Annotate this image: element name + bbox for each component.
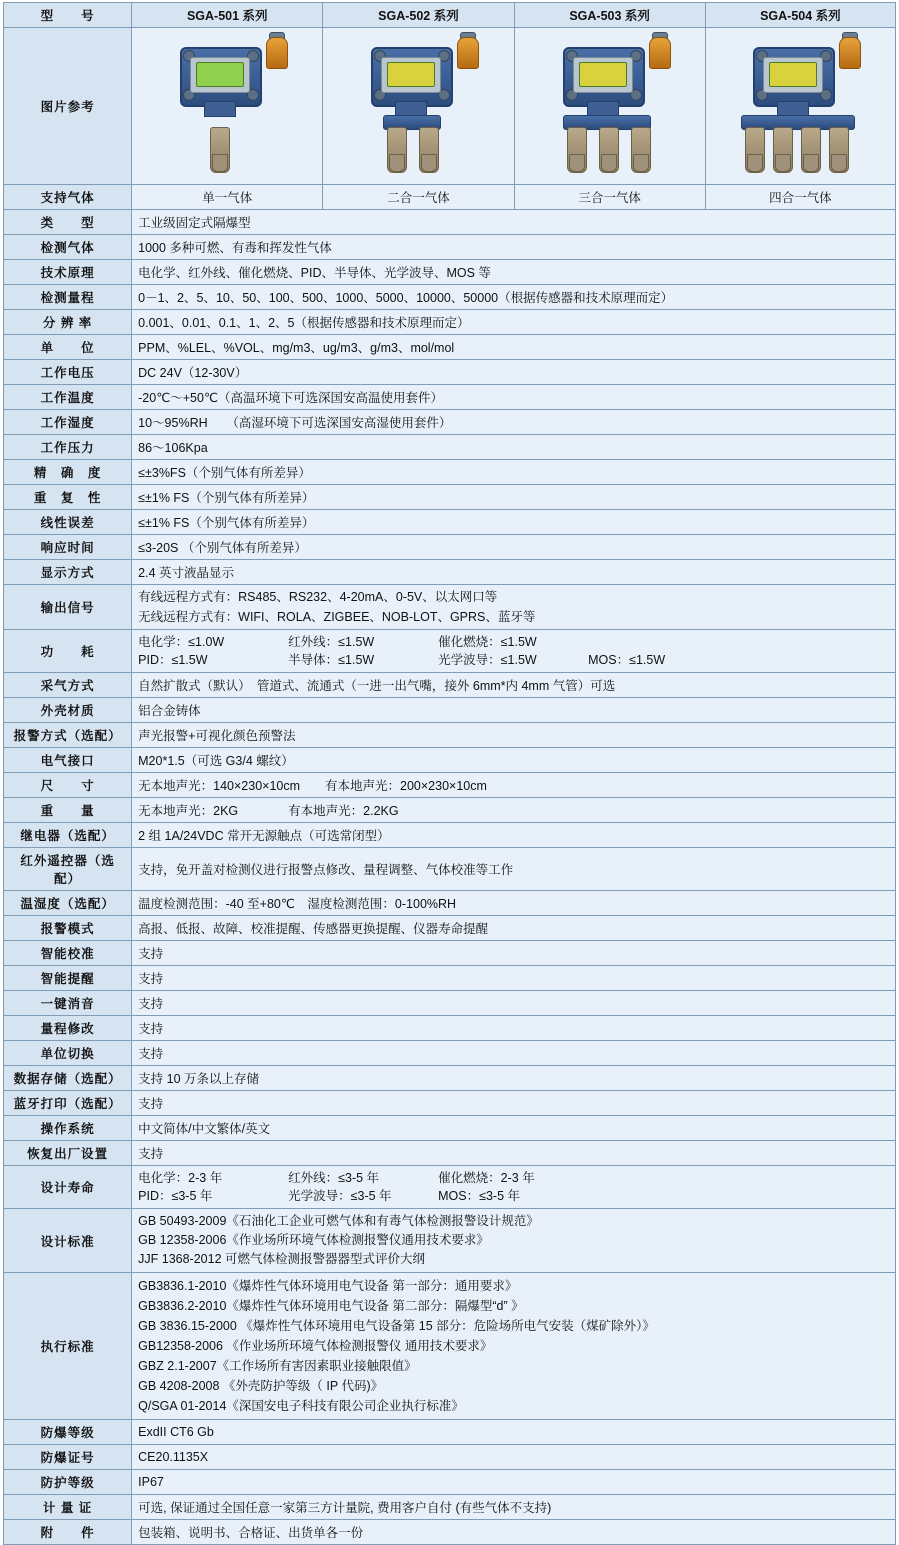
table-row-life [4, 1166, 896, 1209]
row-label-design-std: 设计标准 [4, 1209, 132, 1273]
product-image-501 [132, 28, 323, 185]
life-item: 催化燃烧：2-3 年 [438, 1171, 535, 1185]
row-label: 精 确 度 [4, 460, 132, 485]
row-label: 一键消音 [4, 991, 132, 1016]
row-label: 防爆证号 [4, 1445, 132, 1470]
table-row [4, 723, 896, 748]
life-item: 电化学：2-3 年 [138, 1171, 223, 1185]
table-row [4, 991, 896, 1016]
power-item: 半导体：≤1.5W [288, 653, 375, 667]
exec-std-line: GB3836.2-2010《爆炸性气体环境用电气设备 第二部分：隔爆型“d” 》 [138, 1299, 524, 1313]
table-row [4, 848, 896, 891]
row-label: 防爆等级 [4, 1420, 132, 1445]
row-label: 操作系统 [4, 1116, 132, 1141]
table-row [4, 535, 896, 560]
row-value: 自然扩散式（默认） 管道式、流通式（一进一出气嘴，接外 6mm*内 4mm 气管）可选 [132, 673, 896, 698]
gas-501: 单一气体 [132, 185, 323, 210]
row-value: 2 组 1A/24VDC 常开无源触点（可选常闭型） [132, 823, 896, 848]
row-value-power [132, 630, 896, 673]
row-value: 2.4 英寸液晶显示 [132, 560, 896, 585]
table-row [4, 1041, 896, 1066]
row-label: 尺 寸 [4, 773, 132, 798]
row-label: 蓝牙打印（选配） [4, 1091, 132, 1116]
row-value: 支持 [132, 991, 896, 1016]
power-item: PID：≤1.5W [138, 653, 208, 667]
row-value-exec-std [132, 1273, 896, 1420]
gas-502: 二合一气体 [323, 185, 514, 210]
table-row [4, 941, 896, 966]
row-label: 工作温度 [4, 385, 132, 410]
table-row [4, 891, 896, 916]
table-row [4, 1016, 896, 1041]
table-row [4, 260, 896, 285]
row-label: 智能校准 [4, 941, 132, 966]
output-wired: 有线远程方式有：RS485、RS232、4-20mA、0-5V、以太网口等 [138, 590, 498, 604]
row-value-design-std [132, 1209, 896, 1273]
row-value: CE20.1135X [132, 1445, 896, 1470]
row-label: 单位切换 [4, 1041, 132, 1066]
row-value: 支持 [132, 1091, 896, 1116]
row-value: 支持 [132, 941, 896, 966]
design-std-line: GB 12358-2006《作业场所环境气体检测报警仪通用技术要求》 [138, 1233, 489, 1247]
row-value: 工业级固定式隔爆型 [132, 210, 896, 235]
row-value: 无本地声光：2KG 有本地声光：2.2KG [132, 798, 896, 823]
table-row [4, 1141, 896, 1166]
row-label-exec-std: 执行标准 [4, 1273, 132, 1420]
row-value: 声光报警+可视化颜色预警法 [132, 723, 896, 748]
power-line-2 [138, 651, 889, 669]
row-label-output: 输出信号 [4, 585, 132, 630]
row-label: 线性误差 [4, 510, 132, 535]
device-illustration-1 [152, 31, 302, 181]
table-row [4, 673, 896, 698]
model-502: SGA-502 系列 [323, 3, 514, 28]
row-value: 10～95%RH （高湿环境下可选深国安高湿使用套件） [132, 410, 896, 435]
exec-std-line: GB 3836.15-2000 《爆炸性气体环境用电气设备第 15 部分：危险场所电气安装（煤矿除外）》 [138, 1319, 655, 1333]
life-line-1 [138, 1169, 889, 1187]
table-row [4, 823, 896, 848]
row-value: IP67 [132, 1470, 896, 1495]
row-label: 继电器（选配） [4, 823, 132, 848]
row-value: ≤±1% FS（个别气体有所差异） [132, 485, 896, 510]
row-label: 红外遥控器（选配） [4, 848, 132, 891]
table-row [4, 773, 896, 798]
row-label-power: 功 耗 [4, 630, 132, 673]
table-row-model [4, 3, 896, 28]
life-item: PID：≤3-5 年 [138, 1189, 213, 1203]
life-item: 光学波导：≤3-5 年 [288, 1189, 392, 1203]
power-item: 电化学：≤1.0W [138, 635, 225, 649]
life-item: MOS：≤3-5 年 [438, 1189, 521, 1203]
gas-504: 四合一气体 [705, 185, 895, 210]
product-image-503 [514, 28, 705, 185]
row-label: 显示方式 [4, 560, 132, 585]
row-label: 电气接口 [4, 748, 132, 773]
row-label: 智能提醒 [4, 966, 132, 991]
table-row [4, 698, 896, 723]
table-row-gas [4, 185, 896, 210]
row-label: 数据存储（选配） [4, 1066, 132, 1091]
device-illustration-4 [725, 31, 875, 181]
exec-std-line: GB 4208-2008 《外壳防护等级（ IP 代码)》 [138, 1379, 384, 1393]
table-row [4, 360, 896, 385]
table-row [4, 1470, 896, 1495]
table-row [4, 435, 896, 460]
gas-503: 三合一气体 [514, 185, 705, 210]
spec-sheet [0, 2, 899, 1545]
table-row [4, 1420, 896, 1445]
row-value: ≤±3%FS（个别气体有所差异） [132, 460, 896, 485]
exec-std-line: GBZ 2.1-2007《工作场所有害因素职业接触限值》 [138, 1359, 417, 1373]
table-row-power [4, 630, 896, 673]
row-value: 支持 [132, 966, 896, 991]
row-value: DC 24V（12-30V） [132, 360, 896, 385]
table-row-exec-std [4, 1273, 896, 1420]
table-row [4, 798, 896, 823]
model-503: SGA-503 系列 [514, 3, 705, 28]
product-image-502 [323, 28, 514, 185]
device-illustration-3 [535, 31, 685, 181]
row-label: 温湿度（选配） [4, 891, 132, 916]
row-value-life [132, 1166, 896, 1209]
model-504: SGA-504 系列 [705, 3, 895, 28]
model-501: SGA-501 系列 [132, 3, 323, 28]
row-value: ExdII CT6 Gb [132, 1420, 896, 1445]
power-item: MOS：≤1.5W [588, 653, 666, 667]
row-value: M20*1.5（可选 G3/4 螺纹） [132, 748, 896, 773]
table-row-images [4, 28, 896, 185]
row-label: 重 复 性 [4, 485, 132, 510]
design-std-line: GB 50493-2009《石油化工企业可燃气体和有毒气体检测报警设计规范》 [138, 1214, 539, 1228]
row-label-image: 图片参考 [4, 28, 132, 185]
row-value: 支持 [132, 1041, 896, 1066]
row-label: 计 量 证 [4, 1495, 132, 1520]
row-label: 检测气体 [4, 235, 132, 260]
life-item: 红外线：≤3-5 年 [288, 1171, 380, 1185]
table-row [4, 1116, 896, 1141]
table-row [4, 335, 896, 360]
specification-table [3, 2, 896, 1545]
row-value: 支持 [132, 1141, 896, 1166]
table-row [4, 460, 896, 485]
row-label: 技术原理 [4, 260, 132, 285]
table-row [4, 510, 896, 535]
row-value: 1000 多种可燃、有毒和挥发性气体 [132, 235, 896, 260]
row-label: 类 型 [4, 210, 132, 235]
table-row [4, 1091, 896, 1116]
row-value: 86～106Kpa [132, 435, 896, 460]
row-label: 工作压力 [4, 435, 132, 460]
power-line-1 [138, 633, 889, 651]
table-row [4, 1066, 896, 1091]
row-value: 0.001、0.01、0.1、1、2、5（根据传感器和技术原理而定） [132, 310, 896, 335]
device-illustration-2 [343, 31, 493, 181]
exec-std-line: GB12358-2006 《作业场所环境气体检测报警仪 通用技术要求》 [138, 1339, 493, 1353]
row-value: 电化学、红外线、催化燃烧、PID、半导体、光学波导、MOS 等 [132, 260, 896, 285]
table-row [4, 748, 896, 773]
row-label: 分 辨 率 [4, 310, 132, 335]
power-item: 催化燃烧：≤1.5W [438, 635, 537, 649]
exec-std-line: GB3836.1-2010《爆炸性气体环境用电气设备 第一部分：通用要求》 [138, 1279, 518, 1293]
table-row-design-std [4, 1209, 896, 1273]
row-value: 支持 [132, 1016, 896, 1041]
row-value: 温度检测范围：-40 至+80℃ 湿度检测范围：0-100%RH [132, 891, 896, 916]
table-row [4, 410, 896, 435]
row-value-output [132, 585, 896, 630]
table-row [4, 485, 896, 510]
power-item: 光学波导：≤1.5W [438, 653, 537, 667]
table-row [4, 235, 896, 260]
row-value: 包装箱、说明书、合格证、出货单各一份 [132, 1520, 896, 1545]
row-label: 响应时间 [4, 535, 132, 560]
row-label: 恢复出厂设置 [4, 1141, 132, 1166]
row-value: ≤±1% FS（个别气体有所差异） [132, 510, 896, 535]
row-label-life: 设计寿命 [4, 1166, 132, 1209]
row-label: 报警模式 [4, 916, 132, 941]
row-label-model: 型 号 [4, 3, 132, 28]
row-label: 采气方式 [4, 673, 132, 698]
row-label: 重 量 [4, 798, 132, 823]
row-label-gas: 支持气体 [4, 185, 132, 210]
product-image-504 [705, 28, 895, 185]
table-row-output [4, 585, 896, 630]
row-label: 检测量程 [4, 285, 132, 310]
row-label: 量程修改 [4, 1016, 132, 1041]
design-std-line: JJF 1368-2012 可燃气体检测报警器器型式评价大纲 [138, 1252, 426, 1266]
row-value: 高报、低报、故障、校准提醒、传感器更换提醒、仪器寿命提醒 [132, 916, 896, 941]
table-row [4, 385, 896, 410]
row-value: PPM、%LEL、%VOL、mg/m3、ug/m3、g/m3、mol/mol [132, 335, 896, 360]
row-label: 单 位 [4, 335, 132, 360]
row-value: 支持 10 万条以上存储 [132, 1066, 896, 1091]
row-label: 工作电压 [4, 360, 132, 385]
row-value: 中文简体/中文繁体/英文 [132, 1116, 896, 1141]
row-label: 防护等级 [4, 1470, 132, 1495]
exec-std-line: Q/SGA 01-2014《深国安电子科技有限公司企业执行标准》 [138, 1399, 464, 1413]
output-wireless: 无线远程方式有：WIFI、ROLA、ZIGBEE、NOB-LOT、GPRS、蓝牙等 [138, 610, 536, 624]
table-row [4, 1445, 896, 1470]
table-row [4, 285, 896, 310]
row-value: 无本地声光：140×230×10cm 有本地声光：200×230×10cm [132, 773, 896, 798]
row-label: 附 件 [4, 1520, 132, 1545]
row-label: 外壳材质 [4, 698, 132, 723]
row-value: 0－1、2、5、10、50、100、500、1000、5000、10000、50000（根据传感器和技术原理而定） [132, 285, 896, 310]
row-value: 铝合金铸体 [132, 698, 896, 723]
power-item: 红外线：≤1.5W [288, 635, 375, 649]
row-value: ≤3-20S （个别气体有所差异） [132, 535, 896, 560]
row-label: 工作湿度 [4, 410, 132, 435]
table-row [4, 916, 896, 941]
row-value: 可选, 保证通过全国任意一家第三方计量院, 费用客户自付 (有些气体不支持) [132, 1495, 896, 1520]
table-row [4, 310, 896, 335]
table-row [4, 1495, 896, 1520]
table-row [4, 1520, 896, 1545]
row-value: -20℃～+50℃（高温环境下可选深国安高温使用套件） [132, 385, 896, 410]
row-value: 支持，免开盖对检测仪进行报警点修改、量程调整、气体校准等工作 [132, 848, 896, 891]
table-body [4, 3, 896, 1545]
row-label: 报警方式（选配） [4, 723, 132, 748]
life-line-2 [138, 1187, 889, 1205]
table-row [4, 560, 896, 585]
table-row [4, 210, 896, 235]
table-row [4, 966, 896, 991]
